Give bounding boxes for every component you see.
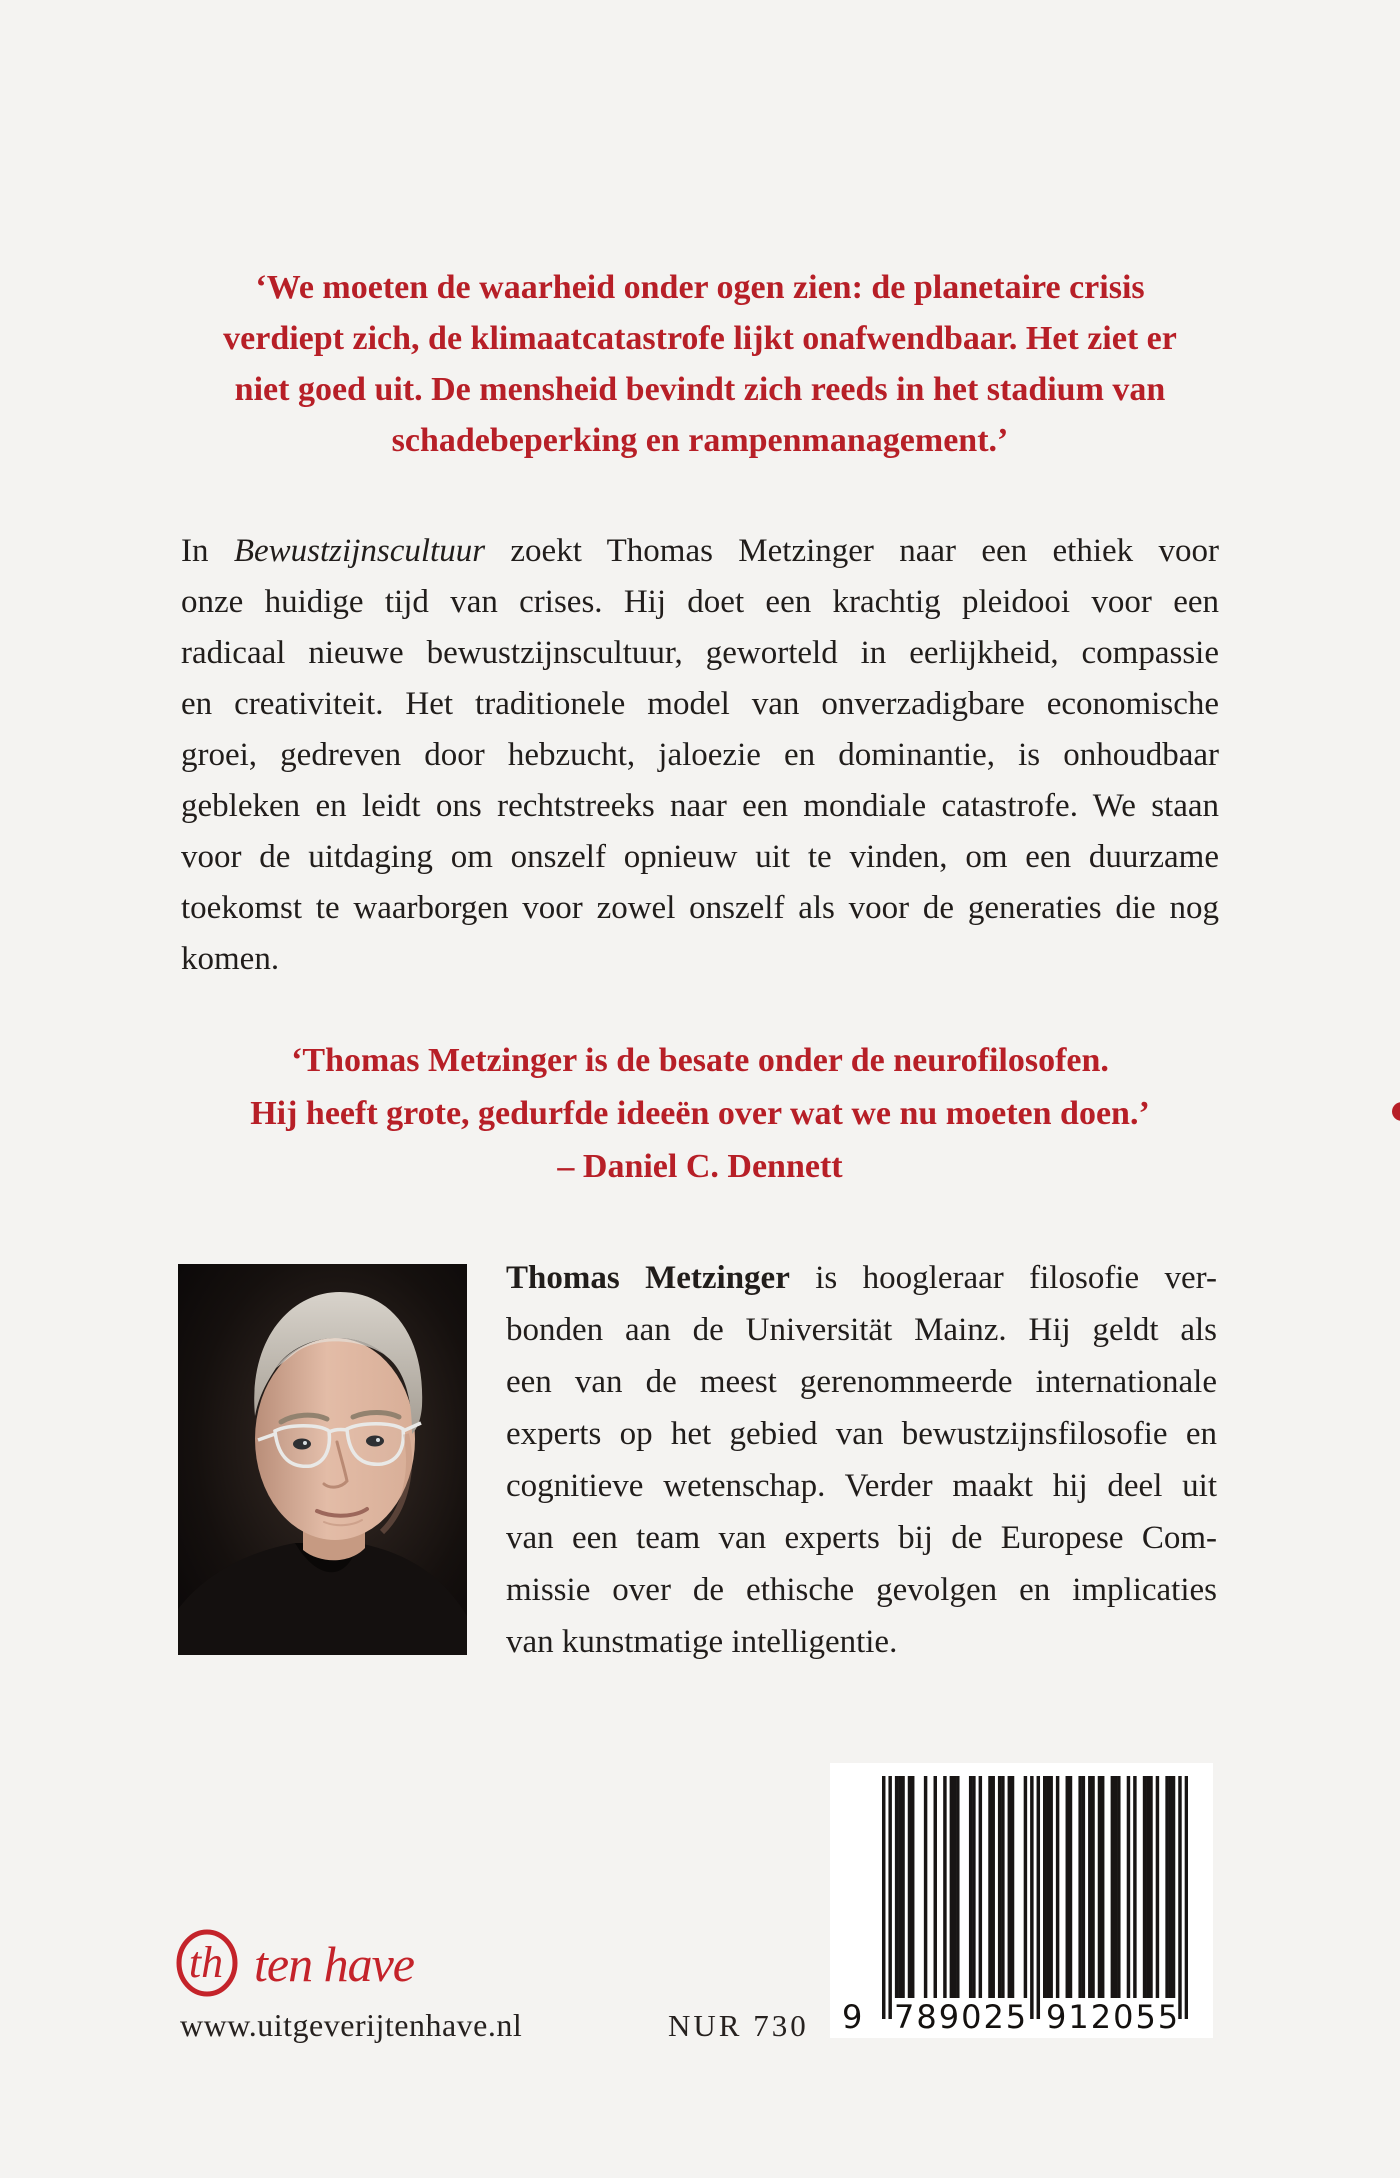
top-quote — [181, 262, 1219, 466]
bio-line: cognitieve wetenschap. Verder maakt hij deel uit — [506, 1468, 1217, 1504]
synopsis-line: groei, gedreven door hebzucht, jaloezie en dominantie, is onhoudbaar — [181, 737, 1219, 773]
synopsis-line1-rest: zoekt Thomas Metzinger naar een ethiek voor — [510, 533, 1220, 569]
synopsis-line: komen. — [181, 941, 280, 977]
nur-code: NUR 730 — [668, 2008, 809, 2043]
synopsis-line: en creativiteit. Het traditionele model van onverzadigbare economische — [181, 686, 1219, 722]
author-photo — [178, 1264, 467, 1655]
synopsis-line: radicaal nieuwe bewustzijnscultuur, geworteld in eerlijkheid, compassie — [181, 635, 1219, 671]
author-bio — [506, 1252, 1217, 1668]
publisher-website: www.uitgeverijtenhave.nl — [180, 2007, 523, 2043]
barcode-digit-group: 912055 — [1046, 1998, 1181, 2036]
barcode-digit-group: 9 — [842, 1998, 863, 2036]
synopsis-line: voor de uitdaging om onszelf opnieuw uit te vinden, om een duurzame — [181, 839, 1219, 875]
endorsement-attribution: – Daniel C. Dennett — [557, 1148, 843, 1185]
bio-line: van kunstmatige intelligentie. — [506, 1624, 898, 1660]
bio-line: missie over de ethische gevolgen en implicaties — [506, 1572, 1217, 1608]
synopsis-intro: In — [181, 533, 209, 569]
endorsement-quote — [181, 1034, 1219, 1193]
top-quote-line: niet goed uit. De mensheid bevindt zich reeds in het stadium van — [234, 371, 1166, 408]
bio-line: van een team van experts bij de Europese Com- — [506, 1520, 1217, 1556]
publisher-logo-monogram: th — [188, 1938, 224, 1987]
bio-line: een van de meest gerenommeerde internationale — [506, 1364, 1217, 1400]
bio-line1-rest: is hoogleraar filosofie ver- — [815, 1260, 1217, 1296]
barcode-digit-group: 789025 — [894, 1998, 1029, 2036]
bio-line — [506, 1252, 1217, 1304]
publisher-name: ten have — [254, 1936, 414, 1992]
publisher-logo — [176, 1930, 240, 1998]
endorsement-line: ‘Thomas Metzinger is de besate onder de neurofilosofen. — [291, 1042, 1109, 1079]
synopsis-paragraph — [181, 526, 1219, 985]
top-quote-line: schadebeperking en rampenmanagement.’ — [391, 422, 1009, 459]
author-name: Thomas Metzinger — [506, 1260, 790, 1296]
synopsis-line: gebleken en leidt ons rechtstreeks naar een mondiale catastrofe. We staan — [181, 788, 1219, 824]
book-title-italic: Bewustzijnscultuur — [233, 533, 486, 569]
publisher-logo-icon — [176, 1930, 240, 1998]
endorsement-line: Hij heeft grote, gedurfde ideeën over wat we nu moeten doen.’ — [250, 1095, 1150, 1132]
top-quote-line: ‘We moeten de waarheid onder ogen zien: de planetaire crisis — [255, 269, 1145, 306]
red-edge-mark — [1392, 1102, 1400, 1121]
barcode — [830, 1763, 1213, 2038]
top-quote-line: verdiept zich, de klimaatcatastrofe lijkt onafwendbaar. Het ziet er — [223, 320, 1177, 357]
author-portrait-image — [178, 1264, 467, 1655]
synopsis-line: onze huidige tijd van crises. Hij doet een krachtig pleidooi voor een — [181, 584, 1219, 620]
synopsis-line: toekomst te waarborgen voor zowel onszelf als voor de generaties die nog — [181, 890, 1219, 926]
barcode-bars-image — [882, 1776, 1188, 2019]
synopsis-line — [181, 526, 1219, 577]
bio-line: experts op het gebied van bewustzijnsfilosofie en — [506, 1416, 1217, 1452]
bio-line: bonden aan de Universität Mainz. Hij geldt als — [506, 1312, 1217, 1348]
